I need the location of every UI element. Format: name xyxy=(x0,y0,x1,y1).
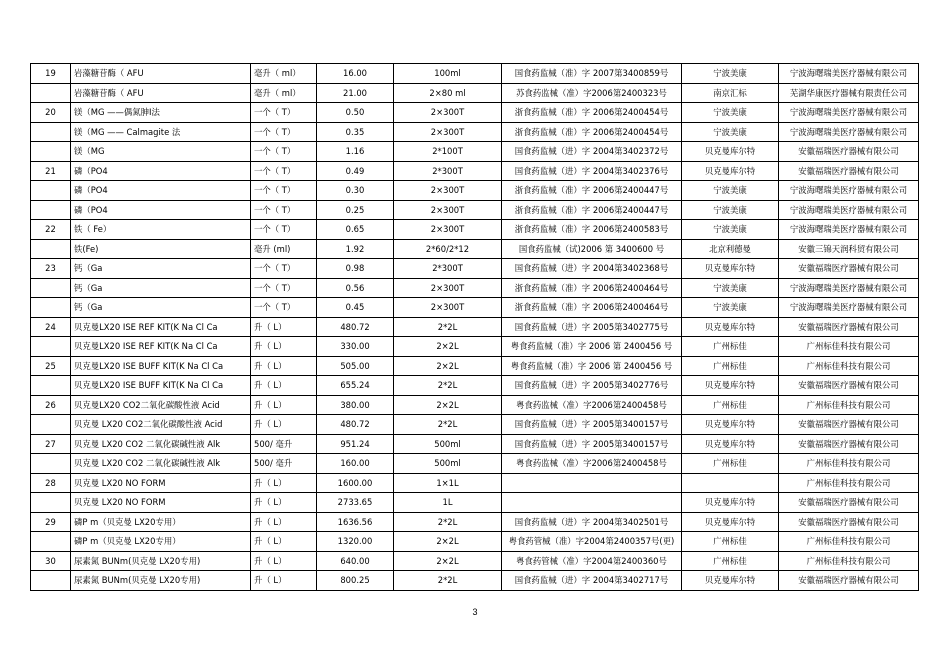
product-name-cell: 铁（ Fe） xyxy=(71,220,251,240)
registration-number-cell: 浙食药监械（准）字 2006第2400447号 xyxy=(502,181,682,201)
package-spec-cell: 2×2L xyxy=(394,356,502,376)
registration-number-cell: 国食药监械（试)2006 第 3400600 号 xyxy=(502,239,682,259)
unit-cell: 一个（ T） xyxy=(251,298,317,318)
table-row xyxy=(31,571,919,591)
row-number-cell: 20 xyxy=(31,103,71,123)
supplier-company-cell: 芜湖华康医疗器械有限责任公司 xyxy=(779,83,919,103)
registration-number-cell: 粤食药监械（准）字 2006 第 2400456 号 xyxy=(502,356,682,376)
table-row xyxy=(31,473,919,493)
row-number-cell xyxy=(31,122,71,142)
product-name-cell: 贝克曼 LX20 CO2 二氧化碳碱性液 Alk xyxy=(71,454,251,474)
brand-cell: 贝克曼库尔特 xyxy=(682,259,779,279)
unit-cell: 一个（ T） xyxy=(251,278,317,298)
product-name-cell: 贝克曼LX20 ISE REF KIT(K Na Cl Ca xyxy=(71,337,251,357)
registration-number-cell: 国食药监械（进）字 2005第3402776号 xyxy=(502,376,682,396)
registration-number-cell xyxy=(502,473,682,493)
supplier-company-cell: 广州标佳科技有限公司 xyxy=(779,356,919,376)
package-spec-cell: 2*2L xyxy=(394,415,502,435)
table-row xyxy=(31,200,919,220)
table-row xyxy=(31,64,919,84)
product-name-cell: 岩藻糖苷酶（ AFU xyxy=(71,64,251,84)
brand-cell: 宁波美康 xyxy=(682,64,779,84)
registration-number-cell: 国食药监械（进）字 2004第3402368号 xyxy=(502,259,682,279)
supplier-company-cell: 广州标佳科技有限公司 xyxy=(779,551,919,571)
supplier-company-cell: 安徽福瑞医疗器械有限公司 xyxy=(779,161,919,181)
product-name-cell: 贝克曼 LX20 CO2 二氧化碳碱性液 Alk xyxy=(71,434,251,454)
brand-cell: 宁波美康 xyxy=(682,200,779,220)
brand-cell xyxy=(682,473,779,493)
unit-cell: 升（ L） xyxy=(251,493,317,513)
registration-number-cell: 粤食药管械（准）字2004第2400360号 xyxy=(502,551,682,571)
row-number-cell xyxy=(31,298,71,318)
unit-price-cell: 2733.65 xyxy=(317,493,394,513)
registration-number-cell: 浙食药监械（准）字 2006第2400464号 xyxy=(502,298,682,318)
unit-price-cell: 380.00 xyxy=(317,395,394,415)
unit-cell: 毫升（ ml） xyxy=(251,83,317,103)
package-spec-cell: 2×2L xyxy=(394,337,502,357)
table-row xyxy=(31,376,919,396)
product-name-cell: 镁（MG —— Calmagite 法 xyxy=(71,122,251,142)
registration-number-cell: 浙食药监械（准）字 2006第2400454号 xyxy=(502,122,682,142)
package-spec-cell: 2*60/2*12 xyxy=(394,239,502,259)
supplier-company-cell: 宁波海曙瑞美医疗器械有限公司 xyxy=(779,278,919,298)
table-row xyxy=(31,298,919,318)
brand-cell: 贝克曼库尔特 xyxy=(682,376,779,396)
supplier-company-cell: 广州标佳科技有限公司 xyxy=(779,395,919,415)
product-name-cell: 尿素氮 BUNm(贝克曼 LX20专用) xyxy=(71,551,251,571)
brand-cell: 宁波美康 xyxy=(682,278,779,298)
row-number-cell: 28 xyxy=(31,473,71,493)
row-number-cell: 25 xyxy=(31,356,71,376)
unit-cell: 一个（ T） xyxy=(251,103,317,123)
brand-cell: 贝克曼库尔特 xyxy=(682,571,779,591)
unit-cell: 升（ L） xyxy=(251,532,317,552)
row-number-cell xyxy=(31,181,71,201)
package-spec-cell: 2*2L xyxy=(394,376,502,396)
table-row xyxy=(31,395,919,415)
product-name-cell: 贝克曼LX20 ISE BUFF KIT(K Na Cl Ca xyxy=(71,356,251,376)
registration-number-cell: 国食药监械（进）字 2005第3400157号 xyxy=(502,415,682,435)
package-spec-cell: 2×2L xyxy=(394,532,502,552)
registration-number-cell: 粤食药监械（准）字2006第2400458号 xyxy=(502,395,682,415)
product-name-cell: 尿素氮 BUNm(贝克曼 LX20专用) xyxy=(71,571,251,591)
package-spec-cell: 2×80 ml xyxy=(394,83,502,103)
package-spec-cell: 2×2L xyxy=(394,551,502,571)
product-name-cell: 贝克曼LX20 ISE BUFF KIT(K Na Cl Ca xyxy=(71,376,251,396)
row-number-cell: 23 xyxy=(31,259,71,279)
registration-number-cell: 国食药监械（进）字 2005第3402775号 xyxy=(502,317,682,337)
table-row xyxy=(31,161,919,181)
supplier-company-cell: 宁波海曙瑞美医疗器械有限公司 xyxy=(779,64,919,84)
unit-cell: 升（ L） xyxy=(251,551,317,571)
product-name-cell: 贝克曼LX20 CO2二氧化碳酸性液 Acid xyxy=(71,395,251,415)
supplier-company-cell: 安徽福瑞医疗器械有限公司 xyxy=(779,512,919,532)
package-spec-cell: 2*2L xyxy=(394,512,502,532)
registration-number-cell: 粤食药监械（准）字2006第2400458号 xyxy=(502,454,682,474)
unit-price-cell: 1.92 xyxy=(317,239,394,259)
row-number-cell xyxy=(31,278,71,298)
package-spec-cell: 500ml xyxy=(394,454,502,474)
table-row xyxy=(31,512,919,532)
supplier-company-cell: 宁波海曙瑞美医疗器械有限公司 xyxy=(779,298,919,318)
supplier-company-cell: 宁波海曙瑞美医疗器械有限公司 xyxy=(779,122,919,142)
table-row xyxy=(31,434,919,454)
row-number-cell xyxy=(31,376,71,396)
registration-number-cell: 国食药监械（进）字 2004第3402717号 xyxy=(502,571,682,591)
table-row xyxy=(31,142,919,162)
package-spec-cell: 2×300T xyxy=(394,200,502,220)
unit-price-cell: 0.98 xyxy=(317,259,394,279)
table-row xyxy=(31,278,919,298)
registration-number-cell: 浙食药监械（准）字 2006第2400464号 xyxy=(502,278,682,298)
brand-cell: 北京利德曼 xyxy=(682,239,779,259)
unit-cell: 毫升 (ml) xyxy=(251,239,317,259)
package-spec-cell: 1×1L xyxy=(394,473,502,493)
row-number-cell: 21 xyxy=(31,161,71,181)
row-number-cell xyxy=(31,142,71,162)
brand-cell: 贝克曼库尔特 xyxy=(682,161,779,181)
registration-number-cell: 苏食药监械（准）字2006第2400323号 xyxy=(502,83,682,103)
registration-number-cell: 国食药监械（进）字 2004第3402501号 xyxy=(502,512,682,532)
unit-price-cell: 505.00 xyxy=(317,356,394,376)
package-spec-cell: 2*2L xyxy=(394,571,502,591)
unit-price-cell: 480.72 xyxy=(317,415,394,435)
unit-cell: 一个（ T） xyxy=(251,142,317,162)
product-name-cell: 钙（Ga xyxy=(71,298,251,318)
supplier-company-cell: 宁波海曙瑞美医疗器械有限公司 xyxy=(779,220,919,240)
row-number-cell xyxy=(31,493,71,513)
package-spec-cell: 100ml xyxy=(394,64,502,84)
brand-cell: 宁波美康 xyxy=(682,298,779,318)
brand-cell: 宁波美康 xyxy=(682,220,779,240)
brand-cell: 贝克曼库尔特 xyxy=(682,142,779,162)
supplier-company-cell: 安徽福瑞医疗器械有限公司 xyxy=(779,493,919,513)
product-name-cell: 磷（PO4 xyxy=(71,161,251,181)
unit-cell: 一个（ T） xyxy=(251,259,317,279)
row-number-cell: 30 xyxy=(31,551,71,571)
table-row xyxy=(31,317,919,337)
supplier-company-cell: 安徽福瑞医疗器械有限公司 xyxy=(779,317,919,337)
unit-cell: 升（ L） xyxy=(251,356,317,376)
supplier-company-cell: 安徽福瑞医疗器械有限公司 xyxy=(779,376,919,396)
brand-cell: 贝克曼库尔特 xyxy=(682,415,779,435)
table-row xyxy=(31,551,919,571)
table-row xyxy=(31,220,919,240)
row-number-cell: 24 xyxy=(31,317,71,337)
product-name-cell: 铁(Fe) xyxy=(71,239,251,259)
table-row xyxy=(31,239,919,259)
brand-cell: 宁波美康 xyxy=(682,122,779,142)
product-name-cell: 磷（PO4 xyxy=(71,181,251,201)
unit-price-cell: 1.16 xyxy=(317,142,394,162)
row-number-cell xyxy=(31,83,71,103)
brand-cell: 宁波美康 xyxy=(682,103,779,123)
registration-number-cell: 浙食药监械（准）字 2006第2400454号 xyxy=(502,103,682,123)
product-name-cell: 镁（MG xyxy=(71,142,251,162)
unit-price-cell: 0.65 xyxy=(317,220,394,240)
brand-cell: 广州标佳 xyxy=(682,454,779,474)
unit-price-cell: 16.00 xyxy=(317,64,394,84)
unit-cell: 一个（ T） xyxy=(251,161,317,181)
supplier-company-cell: 安徽福瑞医疗器械有限公司 xyxy=(779,434,919,454)
unit-price-cell: 0.30 xyxy=(317,181,394,201)
unit-price-cell: 951.24 xyxy=(317,434,394,454)
package-spec-cell: 2*300T xyxy=(394,161,502,181)
supplier-company-cell: 安徽福瑞医疗器械有限公司 xyxy=(779,571,919,591)
supplier-company-cell: 广州标佳科技有限公司 xyxy=(779,473,919,493)
product-name-cell: 磷（PO4 xyxy=(71,200,251,220)
row-number-cell xyxy=(31,571,71,591)
unit-price-cell: 1320.00 xyxy=(317,532,394,552)
brand-cell: 广州标佳 xyxy=(682,356,779,376)
table-row xyxy=(31,181,919,201)
unit-price-cell: 640.00 xyxy=(317,551,394,571)
brand-cell: 南京汇标 xyxy=(682,83,779,103)
registration-number-cell: 粤食药管械（准）字2004第2400357号(更) xyxy=(502,532,682,552)
brand-cell: 宁波美康 xyxy=(682,181,779,201)
table-row xyxy=(31,103,919,123)
unit-cell: 一个（ T） xyxy=(251,220,317,240)
product-name-cell: 贝克曼 LX20 NO FORM xyxy=(71,493,251,513)
unit-cell: 一个（ T） xyxy=(251,122,317,142)
row-number-cell xyxy=(31,415,71,435)
table-row xyxy=(31,337,919,357)
brand-cell: 广州标佳 xyxy=(682,395,779,415)
supplier-company-cell: 宁波海曙瑞美医疗器械有限公司 xyxy=(779,181,919,201)
table-row xyxy=(31,259,919,279)
supplier-company-cell: 广州标佳科技有限公司 xyxy=(779,532,919,552)
brand-cell: 广州标佳 xyxy=(682,551,779,571)
unit-price-cell: 0.25 xyxy=(317,200,394,220)
package-spec-cell: 2×300T xyxy=(394,298,502,318)
brand-cell: 广州标佳 xyxy=(682,532,779,552)
unit-price-cell: 800.25 xyxy=(317,571,394,591)
registration-number-cell: 粤食药监械（准）字 2006 第 2400456 号 xyxy=(502,337,682,357)
product-name-cell: 贝克曼 LX20 CO2二氧化碳酸性液 Acid xyxy=(71,415,251,435)
row-number-cell xyxy=(31,532,71,552)
unit-cell: 升（ L） xyxy=(251,337,317,357)
row-number-cell: 29 xyxy=(31,512,71,532)
unit-price-cell: 0.50 xyxy=(317,103,394,123)
page-number: 3 xyxy=(472,607,478,617)
unit-cell: 升（ L） xyxy=(251,512,317,532)
row-number-cell xyxy=(31,200,71,220)
product-price-table xyxy=(30,63,919,591)
package-spec-cell: 2×300T xyxy=(394,278,502,298)
package-spec-cell: 2×300T xyxy=(394,103,502,123)
unit-cell: 升（ L） xyxy=(251,571,317,591)
registration-number-cell: 浙食药监械（准）字 2006第2400447号 xyxy=(502,200,682,220)
supplier-company-cell: 安徽三锦天润科贸有限公司 xyxy=(779,239,919,259)
registration-number-cell: 国食药监械（进）字 2005第3400157号 xyxy=(502,434,682,454)
row-number-cell: 26 xyxy=(31,395,71,415)
row-number-cell xyxy=(31,454,71,474)
brand-cell: 贝克曼库尔特 xyxy=(682,512,779,532)
unit-cell: 一个（ T） xyxy=(251,181,317,201)
unit-cell: 一个（ T） xyxy=(251,200,317,220)
table-row xyxy=(31,83,919,103)
unit-price-cell: 655.24 xyxy=(317,376,394,396)
unit-cell: 升（ L） xyxy=(251,415,317,435)
table-row xyxy=(31,532,919,552)
product-name-cell: 贝克曼 LX20 NO FORM xyxy=(71,473,251,493)
unit-price-cell: 0.35 xyxy=(317,122,394,142)
brand-cell: 贝克曼库尔特 xyxy=(682,434,779,454)
unit-cell: 升（ L） xyxy=(251,376,317,396)
package-spec-cell: 2*100T xyxy=(394,142,502,162)
product-name-cell: 贝克曼LX20 ISE REF KIT(K Na Cl Ca xyxy=(71,317,251,337)
registration-number-cell: 国食药监械（准）字 2007第3400859号 xyxy=(502,64,682,84)
product-name-cell: 磷P m（贝克曼 LX20专用） xyxy=(71,532,251,552)
product-name-cell: 磷P m（贝克曼 LX20专用） xyxy=(71,512,251,532)
supplier-company-cell: 安徽福瑞医疗器械有限公司 xyxy=(779,415,919,435)
supplier-company-cell: 广州标佳科技有限公司 xyxy=(779,337,919,357)
brand-cell: 贝克曼库尔特 xyxy=(682,493,779,513)
product-name-cell: 岩藻糖苷酶（ AFU xyxy=(71,83,251,103)
row-number-cell: 22 xyxy=(31,220,71,240)
row-number-cell: 19 xyxy=(31,64,71,84)
unit-price-cell: 1636.56 xyxy=(317,512,394,532)
package-spec-cell: 1L xyxy=(394,493,502,513)
registration-number-cell xyxy=(502,493,682,513)
product-name-cell: 钙（Ga xyxy=(71,278,251,298)
table-row xyxy=(31,454,919,474)
supplier-company-cell: 广州标佳科技有限公司 xyxy=(779,454,919,474)
package-spec-cell: 2*2L xyxy=(394,317,502,337)
unit-price-cell: 480.72 xyxy=(317,317,394,337)
brand-cell: 广州标佳 xyxy=(682,337,779,357)
registration-number-cell: 国食药监械（进）字 2004第3402376号 xyxy=(502,161,682,181)
unit-cell: 升（ L） xyxy=(251,473,317,493)
table-body xyxy=(31,64,919,591)
product-name-cell: 钙（Ga xyxy=(71,259,251,279)
package-spec-cell: 2*300T xyxy=(394,259,502,279)
table-row xyxy=(31,122,919,142)
row-number-cell: 27 xyxy=(31,434,71,454)
unit-cell: 500/ 毫升 xyxy=(251,454,317,474)
supplier-company-cell: 安徽福瑞医疗器械有限公司 xyxy=(779,142,919,162)
package-spec-cell: 2×300T xyxy=(394,122,502,142)
registration-number-cell: 浙食药监械（准）字 2006第2400583号 xyxy=(502,220,682,240)
unit-price-cell: 0.45 xyxy=(317,298,394,318)
unit-price-cell: 160.00 xyxy=(317,454,394,474)
unit-price-cell: 1600.00 xyxy=(317,473,394,493)
registration-number-cell: 国食药监械（进）字 2004第3402372号 xyxy=(502,142,682,162)
unit-cell: 升（ L） xyxy=(251,317,317,337)
supplier-company-cell: 宁波海曙瑞美医疗器械有限公司 xyxy=(779,103,919,123)
unit-price-cell: 0.56 xyxy=(317,278,394,298)
unit-cell: 500/ 毫升 xyxy=(251,434,317,454)
row-number-cell xyxy=(31,239,71,259)
unit-cell: 升（ L） xyxy=(251,395,317,415)
table-row xyxy=(31,493,919,513)
package-spec-cell: 2×300T xyxy=(394,220,502,240)
unit-price-cell: 0.49 xyxy=(317,161,394,181)
supplier-company-cell: 宁波海曙瑞美医疗器械有限公司 xyxy=(779,200,919,220)
unit-price-cell: 21.00 xyxy=(317,83,394,103)
row-number-cell xyxy=(31,337,71,357)
unit-cell: 毫升（ ml） xyxy=(251,64,317,84)
table-row xyxy=(31,415,919,435)
package-spec-cell: 2×2L xyxy=(394,395,502,415)
unit-price-cell: 330.00 xyxy=(317,337,394,357)
supplier-company-cell: 安徽福瑞医疗器械有限公司 xyxy=(779,259,919,279)
package-spec-cell: 2×300T xyxy=(394,181,502,201)
brand-cell: 贝克曼库尔特 xyxy=(682,317,779,337)
product-name-cell: 镁（MG ——偶氮胂Ⅰ法 xyxy=(71,103,251,123)
package-spec-cell: 500ml xyxy=(394,434,502,454)
table-row xyxy=(31,356,919,376)
